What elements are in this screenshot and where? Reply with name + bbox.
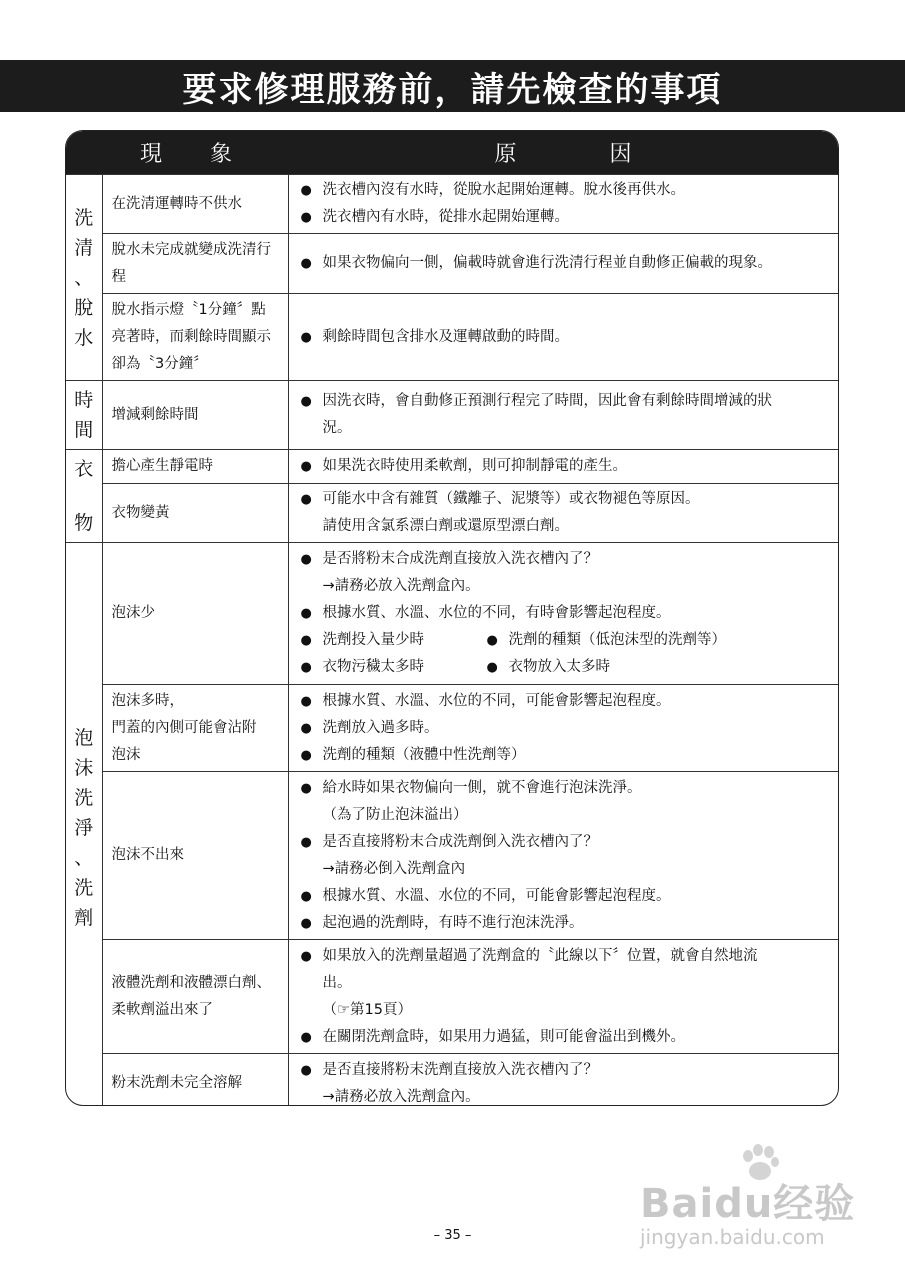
header-cause-char: 因 [609, 142, 632, 167]
cause-cell: ● 如果衣物偏向一側，偏載時就會進行洗清行程並自動修正偏載的現象。 [288, 234, 838, 294]
category-clothes: 衣 物 [66, 450, 102, 543]
header-symptom [66, 131, 288, 175]
watermark-logo: Baidu经验 [640, 1181, 856, 1227]
cause-cell: ● 是否將粉末合成洗劑直接放入洗衣槽內了？ →請務必放入洗劑盒內。 ● 根據水質、水溫、水位的不同，有時會影響起泡程度。 ● 洗劑投入量少時 ● 洗劑的種類（低泡沫型的洗劑等） ● 衣物污穢太多時 ● 衣物放入太多時 [288, 543, 838, 685]
symptom-cell: 脫水未完成就變成洗清行程 [102, 234, 288, 294]
header-symptom-char: 現 [139, 142, 162, 167]
cause-cell: ● 如果洗衣時使用柔軟劑，則可抑制靜電的產生。 [288, 450, 838, 484]
baidu-watermark [640, 1150, 870, 1249]
symptom-cell: 泡沫不出來 [102, 772, 288, 940]
symptom-cell: 泡沫多時， 門蓋的內側可能會沾附 泡沫 [102, 685, 288, 772]
table-row [66, 450, 838, 484]
paw-icon [738, 1144, 782, 1184]
header-symptom-char: 象 [209, 142, 232, 167]
page-title: 要求修理服務前，請先檢查的事項 [0, 60, 905, 112]
cause-cell: ● 因洗衣時，會自動修正預測行程完了時間，因此會有剩餘時間增減的狀 況。 [288, 381, 838, 450]
table-row [66, 175, 838, 234]
table-row [66, 484, 838, 543]
category-wash: 洗 清 、 脫 水 [66, 175, 102, 381]
symptom-cell: 擔心產生靜電時 [102, 450, 288, 484]
table-header [66, 131, 838, 175]
cause-cell: ● 可能水中含有雜質（鐵離子、泥漿等）或衣物褪色等原因。 請使用含氯系漂白劑或還原型漂白劑。 [288, 484, 838, 543]
symptom-cell: 液體洗劑和液體漂白劑、柔軟劑溢出來了 [102, 940, 288, 1054]
cause-cell: ● 根據水質、水溫、水位的不同，可能會影響起泡程度。 ● 洗劑放入過多時。 ● 洗劑的種類（液體中性洗劑等） [288, 685, 838, 772]
cause-cell: ● 如果放入的洗劑量超過了洗劑盒的〝此線以下〞位置，就會自然地流 出。 （☞第15頁） ● 在關閉洗劑盒時，如果用力過猛，則可能會溢出到機外。 [288, 940, 838, 1054]
category-time: 時 間 [66, 381, 102, 450]
watermark-url: jingyan.baidu.com [640, 1225, 825, 1249]
table-row [66, 685, 838, 772]
symptom-cell: 增減剩餘時間 [102, 381, 288, 450]
cause-cell: ● 是否直接將粉末洗劑直接放入洗衣槽內了？ →請務必放入洗劑盒內。 [288, 1054, 838, 1107]
symptom-cell: 粉末洗劑未完全溶解 [102, 1054, 288, 1107]
symptom-cell: 脫水指示燈〝1分鐘〞點亮著時，而剩餘時間顯示卻為〝3分鐘〞 [102, 294, 288, 381]
header-cause [288, 131, 838, 175]
table-row [66, 940, 838, 1054]
symptom-cell: 泡沫少 [102, 543, 288, 685]
table-row [66, 1054, 838, 1107]
table-row [66, 543, 838, 685]
page-number: – 35 – [433, 1228, 472, 1243]
table-row [66, 234, 838, 294]
category-foam: 泡 沫 洗 淨 、 洗 劑 [66, 543, 102, 1107]
troubleshooting-table [65, 130, 839, 1106]
header-cause-char: 原 [494, 142, 517, 167]
table-row [66, 381, 838, 450]
table-row [66, 294, 838, 381]
table-row [66, 772, 838, 940]
symptom-cell: 在洗清運轉時不供水 [102, 175, 288, 234]
symptom-cell: 衣物變黃 [102, 484, 288, 543]
cause-cell: ● 洗衣槽內沒有水時，從脫水起開始運轉。脫水後再供水。 ● 洗衣槽內有水時，從排水起開始運轉。 [288, 175, 838, 234]
cause-cell: ● 給水時如果衣物偏向一側，就不會進行泡沫洗淨。 （為了防止泡沫溢出） ● 是否直接將粉末合成洗劑倒入洗衣槽內了？ →請務必倒入洗劑盒內 ● 根據水質、水溫、水位的不同，可能會影響起泡程度。 ● 起泡過的洗劑時，有時不進行泡沫洗淨。 [288, 772, 838, 940]
cause-cell: ● 剩餘時間包含排水及運轉啟動的時間。 [288, 294, 838, 381]
